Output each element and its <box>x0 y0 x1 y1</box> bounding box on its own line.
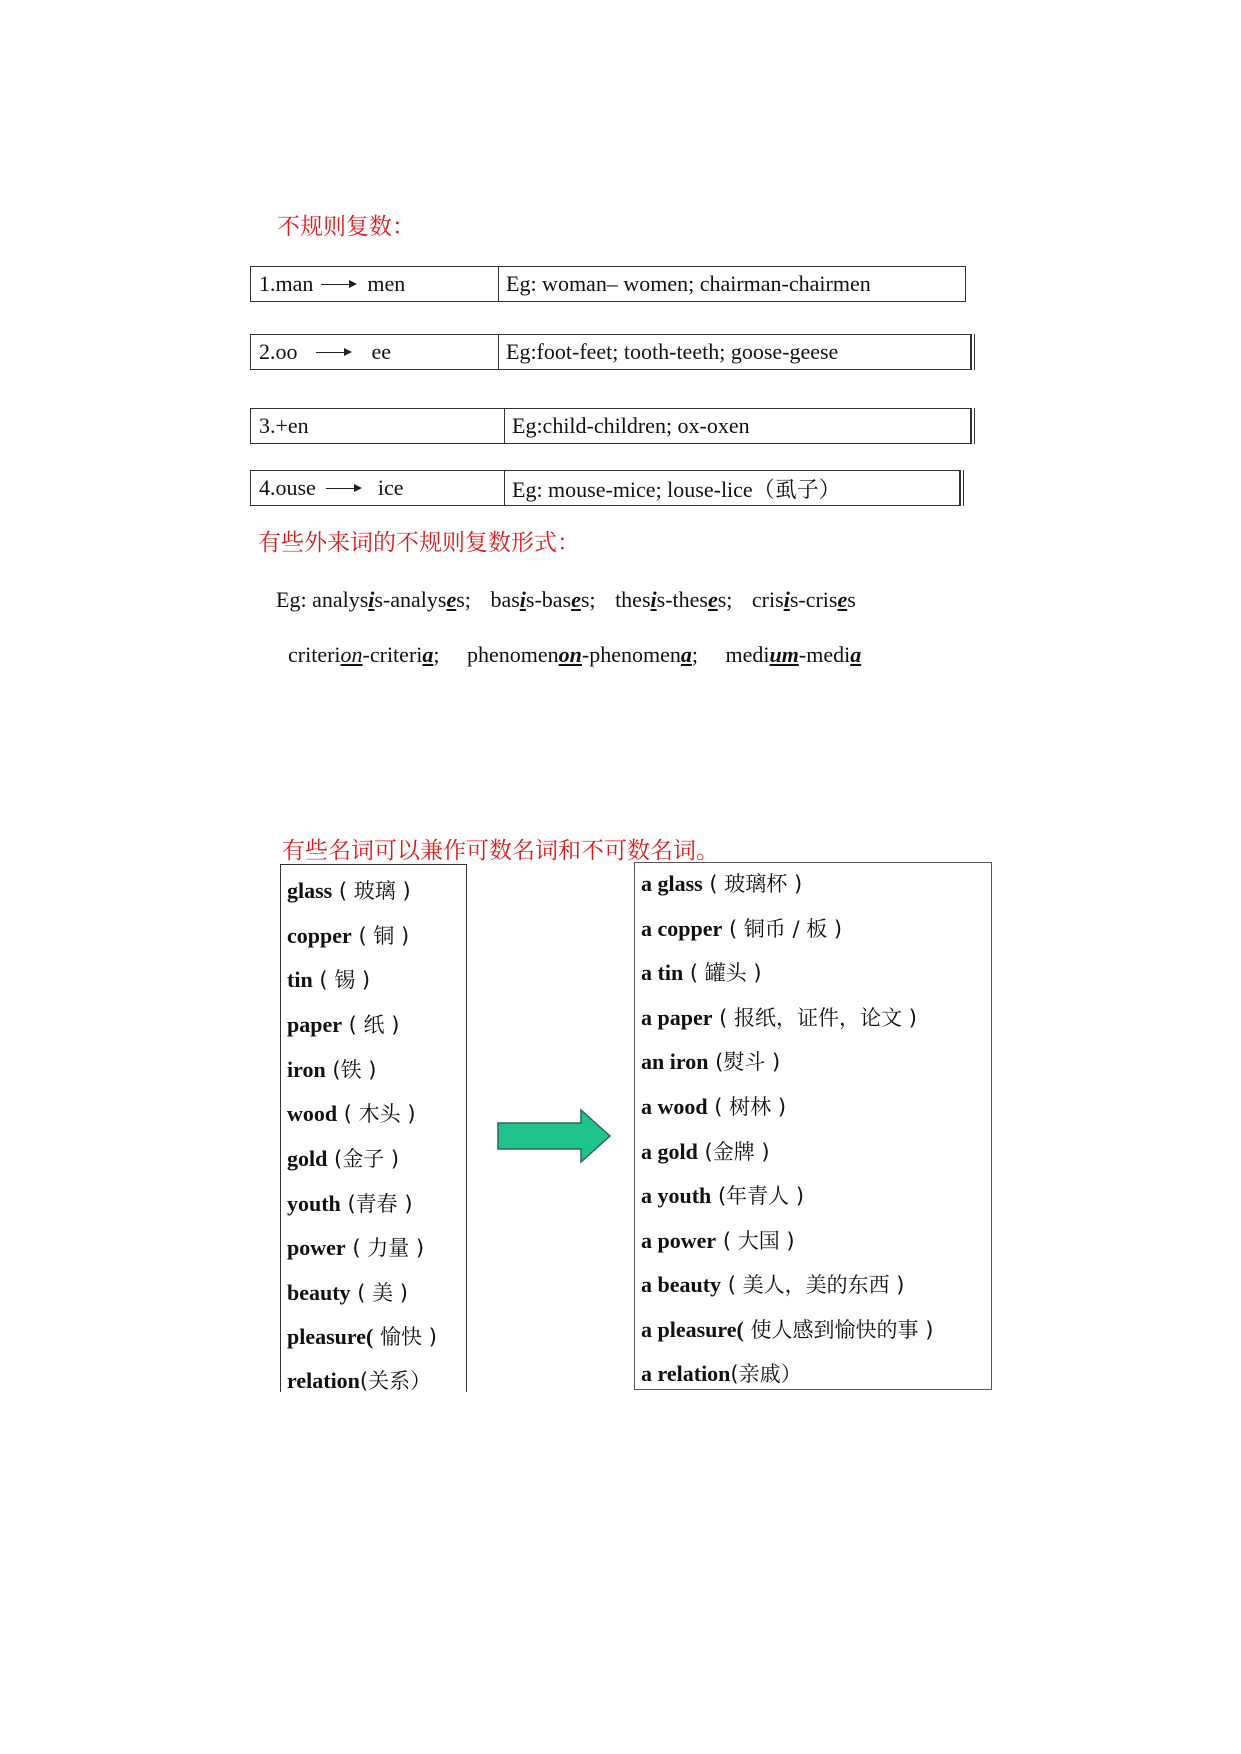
list-item: a paper ( 报纸，证件，论文 ) <box>641 1005 917 1030</box>
rule-left-cell <box>251 471 505 505</box>
rule-box-4 <box>250 470 960 506</box>
rule-example: Eg:foot-feet; tooth-teeth; goose-geese <box>506 339 839 364</box>
list-item: a gold (金牌 ) <box>641 1139 770 1164</box>
loanword-pair: crisis-crises <box>751 587 856 612</box>
rule-from: 2.oo <box>259 339 298 364</box>
list-item: tin ( 锡 ) <box>287 967 371 992</box>
small-right-arrow-icon <box>316 347 352 357</box>
list-item: a wood ( 树林 ) <box>641 1094 787 1119</box>
loanword-pair: criterion-criteria; <box>288 642 440 667</box>
box-edge <box>960 470 964 506</box>
list-item: relation(关系） <box>287 1368 432 1393</box>
list-item: power ( 力量 ) <box>287 1235 425 1260</box>
small-right-arrow-icon <box>326 483 362 493</box>
list-item: a power ( 大国 ) <box>641 1228 795 1253</box>
list-item: wood ( 木头 ) <box>287 1101 416 1126</box>
rule-to: ice <box>377 475 404 500</box>
box-edge <box>971 408 975 444</box>
list-item: youth (青春 ) <box>287 1191 413 1216</box>
rule-example: Eg: woman– women; chairman-chairmen <box>506 271 871 296</box>
loanword-line-2 <box>288 642 875 668</box>
loanword-pair: analysis-analyses; <box>312 587 471 612</box>
rule-box-1 <box>250 266 966 302</box>
list-item: a pleasure( 使人感到愉快的事 ) <box>641 1317 934 1342</box>
eg-label: Eg: <box>276 587 307 612</box>
list-item: a copper ( 铜币 / 板 ) <box>641 916 843 941</box>
loanword-line-1 <box>276 587 870 613</box>
list-item: a relation(亲戚） <box>641 1361 802 1386</box>
rule-left-cell <box>251 335 499 369</box>
list-item: copper ( 铜 ) <box>287 923 410 948</box>
list-item: a youth (年青人 ) <box>641 1183 805 1208</box>
list-item: an iron (熨斗 ) <box>641 1049 781 1074</box>
rule-from: 4.ouse <box>259 475 316 500</box>
small-right-arrow-icon <box>321 279 357 289</box>
rule-to: ee <box>371 339 392 364</box>
rule-left-cell <box>251 409 505 443</box>
list-item: a glass ( 玻璃杯 ) <box>641 871 803 896</box>
rule-example: Eg:child-children; ox-oxen <box>512 413 750 438</box>
heading-loanwords: 有些外来词的不规则复数形式： <box>258 530 580 556</box>
rule-from: 3.+en <box>259 413 309 438</box>
list-item: iron (铁 ) <box>287 1057 377 1082</box>
rule-box-2 <box>250 334 971 370</box>
rule-from: 1.man <box>259 271 314 296</box>
list-item: pleasure( 愉快 ) <box>287 1324 437 1349</box>
list-item: glass ( 玻璃 ) <box>287 878 411 903</box>
loanword-pair: medium-media <box>725 642 862 667</box>
list-item: beauty ( 美 ) <box>287 1280 408 1305</box>
loanword-pair: phenomenon-phenomena; <box>467 642 699 667</box>
right-arrow-icon <box>497 1108 613 1164</box>
rule-left-cell <box>251 267 499 301</box>
list-item: a tin ( 罐头 ) <box>641 960 762 985</box>
rule-example: Eg: mouse-mice; louse-lice（虱子） <box>512 476 841 502</box>
loanword-pair: basis-bases; <box>490 587 596 612</box>
list-item: gold (金子 ) <box>287 1146 400 1171</box>
rule-box-3 <box>250 408 971 444</box>
heading-irregular-plural: 不规则复数： <box>277 214 415 240</box>
heading-dual-nouns: 有些名词可以兼作可数名词和不可数名词。 <box>282 838 719 864</box>
box-edge <box>971 334 975 370</box>
uncountable-list <box>280 864 467 1392</box>
list-item: a beauty ( 美人，美的东西 ) <box>641 1272 905 1297</box>
countable-list <box>634 862 992 1390</box>
loanword-pair: thesis-theses; <box>615 587 733 612</box>
list-item: paper ( 纸 ) <box>287 1012 400 1037</box>
rule-to: men <box>367 271 406 296</box>
